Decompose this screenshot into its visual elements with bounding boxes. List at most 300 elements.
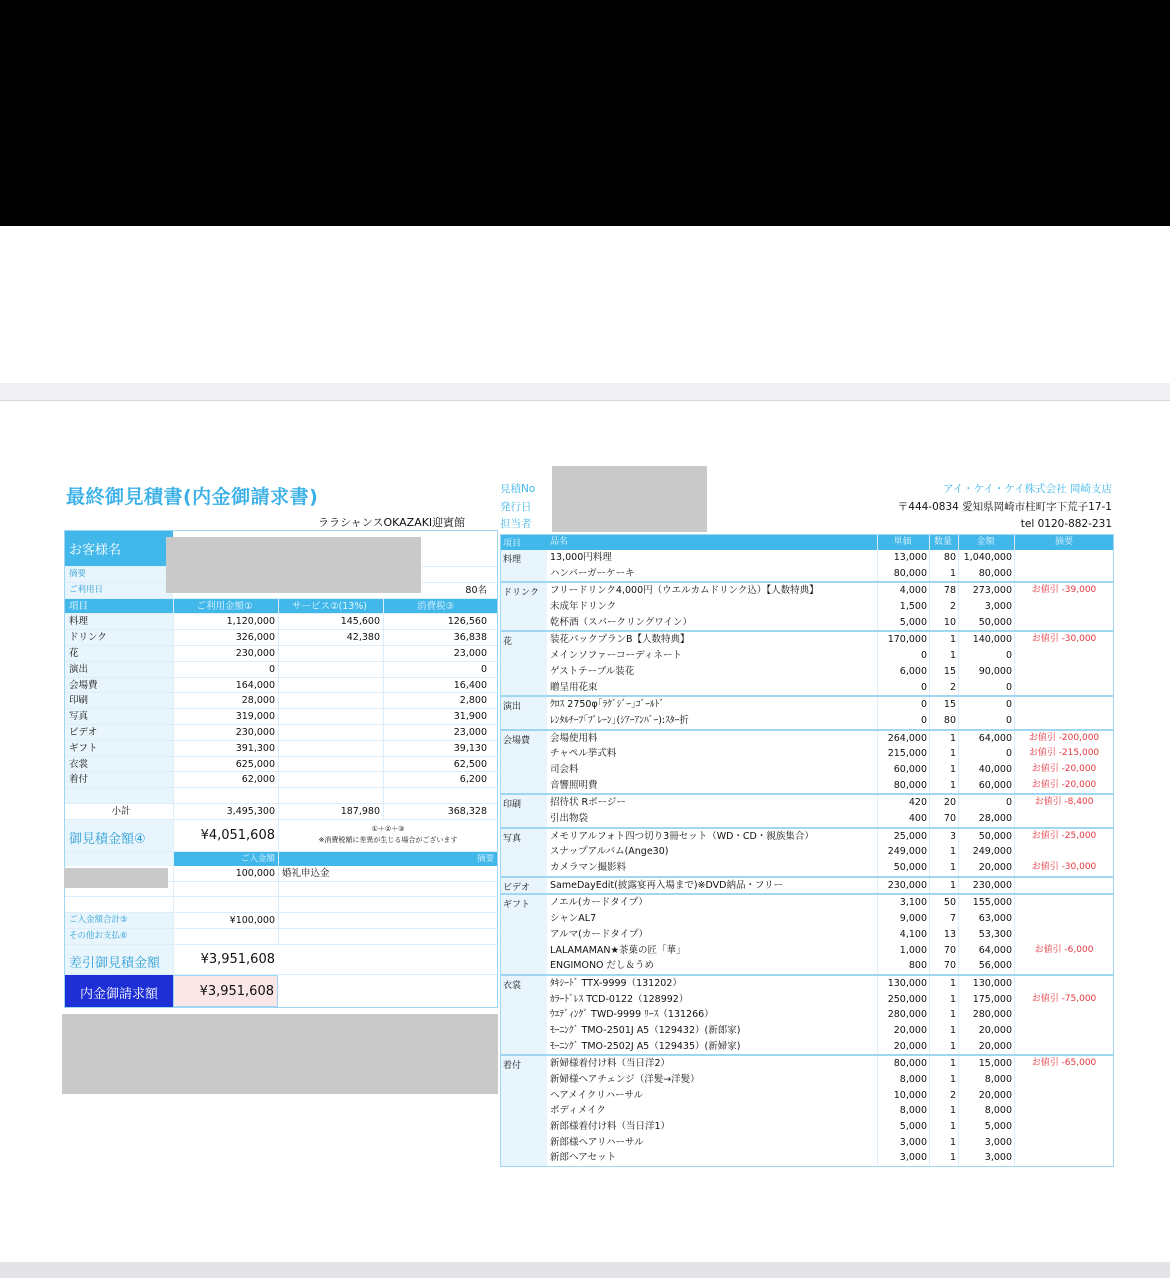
summary-amount: 391,300: [173, 741, 278, 756]
col-item: 項目: [65, 599, 173, 614]
detail-amount: 140,000: [958, 632, 1014, 648]
deposit-note: 婚礼申込金: [278, 866, 497, 881]
detail-item-name: LALAMAMAN★茶菓の匠「華」: [550, 944, 686, 956]
detail-quantity: 1: [929, 1023, 958, 1039]
detail-quantity: 13: [929, 927, 958, 943]
summary-amount: 230,000: [173, 646, 278, 661]
detail-item-name: 乾杯酒（スパークリングワイン）: [550, 616, 693, 628]
detail-group: [501, 583, 1113, 632]
redacted-estimate-meta: [552, 466, 707, 532]
detail-item-name: 13,000円料理: [550, 552, 612, 563]
detail-discount: お値引 -20,000: [1014, 762, 1113, 778]
summary-tax: 16,400: [383, 678, 497, 693]
detail-unit-price: 5,000: [877, 1119, 929, 1135]
other-payment-row: [65, 929, 497, 945]
top-black-bar: [0, 0, 1170, 226]
detail-unit-price: 0: [877, 713, 929, 729]
detail-unit-price: 0: [877, 648, 929, 664]
detail-unit-price: 249,000: [877, 844, 929, 860]
detail-quantity: 1: [929, 778, 958, 794]
detail-discount: お値引 -75,000: [1014, 992, 1113, 1008]
detail-unit-price: 4,100: [877, 927, 929, 943]
summary-row: [65, 709, 497, 725]
detail-amount: 0: [958, 648, 1014, 664]
summary-amount: 319,000: [173, 709, 278, 724]
detail-quantity: 1: [929, 731, 958, 747]
detail-item-name: ｶﾗｰﾄﾞﾚｽ TCD-0122（128992）: [550, 993, 689, 1005]
detail-amount: 0: [958, 680, 1014, 696]
detail-unit-price: 6,000: [877, 664, 929, 680]
summary-tax: 31,900: [383, 709, 497, 724]
detail-item-name: ﾓｰﾆﾝｸﾞ TMO-2501J A5（129432）(新郎家): [550, 1024, 741, 1036]
invoice-row: [65, 975, 497, 1007]
summary-amount: 0: [173, 662, 278, 677]
col-note: 摘要: [1014, 535, 1113, 550]
detail-amount: 0: [958, 746, 1014, 762]
summary-tax: 126,560: [383, 614, 497, 629]
summary-tax: 23,000: [383, 725, 497, 740]
detail-category: 演出: [501, 697, 547, 728]
detail-item-name: ENGIMONO だし＆うめ: [550, 960, 655, 972]
summary-tax: 36,838: [383, 630, 497, 645]
detail-quantity: 20: [929, 795, 958, 811]
detail-category: ギフト: [501, 895, 547, 973]
detail-row: [547, 746, 1113, 762]
summary-item: ドリンク: [65, 630, 173, 645]
detail-item-name: 引出物袋: [550, 813, 589, 824]
detail-quantity: 80: [929, 550, 958, 566]
detail-quantity: 10: [929, 615, 958, 631]
estimate-no-label: 見積No: [500, 483, 536, 495]
company-tel: tel 0120-882-231: [1020, 518, 1112, 530]
detail-amount: 0: [958, 713, 1014, 729]
detail-row: [547, 762, 1113, 778]
detail-category: 料理: [501, 550, 547, 581]
summary-service: 42,380: [278, 630, 383, 645]
detail-item-name: チャペル挙式料: [550, 748, 617, 760]
detail-discount: [1014, 1088, 1113, 1104]
detail-row: [547, 829, 1113, 845]
summary-amount: 1,120,000: [173, 614, 278, 629]
detail-discount: [1014, 1007, 1113, 1023]
detail-discount: [1014, 648, 1113, 664]
detail-row: [547, 976, 1113, 992]
detail-row: [547, 1135, 1113, 1151]
detail-amount: 63,000: [958, 911, 1014, 927]
guest-count: 80名: [465, 584, 487, 596]
detail-row: [547, 583, 1113, 599]
summary-tax: 62,500: [383, 757, 497, 772]
detail-unit-price: 4,000: [877, 583, 929, 599]
detail-quantity: 1: [929, 844, 958, 860]
detail-row: [547, 1103, 1113, 1119]
detail-discount: [1014, 927, 1113, 943]
detail-discount: お値引 -65,000: [1014, 1056, 1113, 1072]
detail-discount: お値引 -20,000: [1014, 778, 1113, 794]
summary-service: [278, 646, 383, 661]
summary-amount: 62,000: [173, 772, 278, 787]
detail-discount: [1014, 878, 1113, 894]
detail-unit-price: 3,100: [877, 895, 929, 911]
summary-amount: 164,000: [173, 678, 278, 693]
detail-discount: [1014, 1119, 1113, 1135]
deposit-header-row: [65, 852, 497, 866]
detail-unit-price: 80,000: [877, 566, 929, 582]
summary-table: [64, 530, 498, 1008]
detail-amount: 20,000: [958, 860, 1014, 876]
detail-row: [547, 599, 1113, 615]
detail-group: [501, 731, 1113, 796]
detail-row: [547, 778, 1113, 794]
detail-amount: 0: [958, 795, 1014, 811]
detail-amount: 53,300: [958, 927, 1014, 943]
empty-row: [65, 788, 497, 804]
detail-quantity: 1: [929, 992, 958, 1008]
summary-row: [65, 693, 497, 709]
detail-unit-price: 280,000: [877, 1007, 929, 1023]
subtotal-amount: 3,495,300: [173, 804, 278, 819]
detail-item-name: 新婦様着付け料（当日洋2）: [550, 1058, 671, 1070]
detail-item-name: 新婦様ヘアチェンジ（洋髪→洋髪）: [550, 1074, 700, 1085]
detail-item-name: ｳｴﾃﾞｨﾝｸﾞ TWD-9999 ﾘｰｽ（131266）: [550, 1009, 714, 1021]
balance-label: 差引御見積金額: [65, 945, 173, 974]
detail-row: [547, 648, 1113, 664]
detail-quantity: 1: [929, 1007, 958, 1023]
other-payment-label: その他お支払⑥: [65, 929, 173, 944]
detail-discount: [1014, 976, 1113, 992]
detail-amount: 20,000: [958, 1023, 1014, 1039]
detail-row: [547, 731, 1113, 747]
detail-discount: お値引 -30,000: [1014, 860, 1113, 876]
detail-item-name: 司会料: [550, 763, 579, 775]
summary-amount: 230,000: [173, 725, 278, 740]
detail-group: [501, 795, 1113, 828]
summary-row: [65, 662, 497, 678]
detail-item-name: ハンバーガーケーキ: [550, 567, 635, 579]
summary-row: [65, 630, 497, 646]
detail-amount: 90,000: [958, 664, 1014, 680]
detail-amount: 20,000: [958, 1088, 1014, 1104]
detail-row: [547, 632, 1113, 648]
col-category: 項目: [501, 535, 547, 550]
col-deposit-amount: ご入金額: [173, 852, 278, 866]
summary-amount: 28,000: [173, 693, 278, 708]
detail-unit-price: 13,000: [877, 550, 929, 566]
detail-unit-price: 8,000: [877, 1072, 929, 1088]
summary-service: [278, 678, 383, 693]
detail-group: [501, 829, 1113, 878]
col-deposit-note: 摘要: [278, 852, 497, 866]
detail-amount: 64,000: [958, 943, 1014, 959]
detail-discount: お値引 -215,000: [1014, 746, 1113, 762]
summary-service: [278, 757, 383, 772]
detail-item-name: ﾓｰﾆﾝｸﾞ TMO-2502J A5（129435）(新婦家): [550, 1040, 741, 1052]
detail-unit-price: 3,000: [877, 1150, 929, 1166]
detail-amount: 8,000: [958, 1072, 1014, 1088]
detail-amount: 64,000: [958, 731, 1014, 747]
detail-group: [501, 697, 1113, 730]
detail-row: [547, 550, 1113, 566]
deposit-sum-label: ご入金額合計⑤: [65, 913, 173, 928]
detail-discount: [1014, 1135, 1113, 1151]
detail-unit-price: 230,000: [877, 878, 929, 894]
invoice-value: ¥3,951,608: [173, 975, 278, 1007]
detail-row: [547, 1072, 1113, 1088]
detail-category: 衣裳: [501, 976, 547, 1054]
detail-discount: [1014, 1039, 1113, 1055]
detail-category: 着付: [501, 1056, 547, 1166]
detail-quantity: 1: [929, 632, 958, 648]
detail-amount: 50,000: [958, 615, 1014, 631]
summary-row: [65, 646, 497, 662]
detail-amount: 175,000: [958, 992, 1014, 1008]
estimate-total-note: [278, 820, 497, 851]
col-amount: ご利用金額①: [173, 599, 278, 614]
company-block: [898, 481, 1112, 534]
detail-unit-price: 3,000: [877, 1135, 929, 1151]
summary-amount: 625,000: [173, 757, 278, 772]
summary-tax: 0: [383, 662, 497, 677]
detail-quantity: 70: [929, 958, 958, 974]
detail-row: [547, 860, 1113, 876]
summary-service: [278, 693, 383, 708]
detail-amount: 40,000: [958, 762, 1014, 778]
detail-quantity: 1: [929, 746, 958, 762]
detail-discount: [1014, 1103, 1113, 1119]
redacted-deposit-date: [64, 868, 168, 888]
detail-quantity: 1: [929, 1056, 958, 1072]
detail-category: 花: [501, 632, 547, 695]
detail-row: [547, 958, 1113, 974]
detail-row: [547, 895, 1113, 911]
detail-discount: [1014, 697, 1113, 713]
col-name: 品名: [550, 537, 569, 547]
detail-row: [547, 1088, 1113, 1104]
redacted-footer-block: [62, 1014, 498, 1094]
detail-amount: 280,000: [958, 1007, 1014, 1023]
detail-row: [547, 1056, 1113, 1072]
detail-row: [547, 878, 1113, 894]
detail-unit-price: 800: [877, 958, 929, 974]
detail-item-name: アルマ(カードタイプ）: [550, 928, 648, 940]
detail-amount: 28,000: [958, 811, 1014, 827]
detail-quantity: 1: [929, 1039, 958, 1055]
detail-quantity: 1: [929, 1119, 958, 1135]
detail-discount: お値引 -39,000: [1014, 583, 1113, 599]
detail-quantity: 80: [929, 713, 958, 729]
summary-item: ビデオ: [65, 725, 173, 740]
summary-item: ギフト: [65, 741, 173, 756]
detail-discount: [1014, 680, 1113, 696]
detail-unit-price: 10,000: [877, 1088, 929, 1104]
detail-header-row: [501, 535, 1113, 550]
issue-date-label: 発行日: [500, 500, 532, 513]
summary-tax: 39,130: [383, 741, 497, 756]
detail-quantity: 1: [929, 648, 958, 664]
detail-item-name: 装花パックプランB【人数特典】: [550, 634, 690, 646]
footer-band: [0, 1262, 1170, 1278]
detail-quantity: 2: [929, 680, 958, 696]
detail-row: [547, 811, 1113, 827]
detail-discount: [1014, 1072, 1113, 1088]
summary-service: [278, 772, 383, 787]
estimate-total-row: [65, 820, 497, 852]
detail-category: ビデオ: [501, 878, 547, 894]
detail-discount: お値引 -25,000: [1014, 829, 1113, 845]
summary-item: 写真: [65, 709, 173, 724]
detail-quantity: 7: [929, 911, 958, 927]
detail-unit-price: 8,000: [877, 1103, 929, 1119]
detail-group: [501, 550, 1113, 583]
detail-item-name: SameDayEdit(披露宴再入場まで)※DVD納品・フリー: [550, 879, 784, 891]
detail-discount: [1014, 1150, 1113, 1166]
detail-row: [547, 943, 1113, 959]
detail-quantity: 1: [929, 1072, 958, 1088]
detail-discount: [1014, 811, 1113, 827]
detail-quantity: 2: [929, 599, 958, 615]
detail-item-name: ボディメイク: [550, 1105, 606, 1117]
detail-amount: 3,000: [958, 1135, 1014, 1151]
detail-amount: 249,000: [958, 844, 1014, 860]
detail-row: [547, 680, 1113, 696]
detail-group: [501, 632, 1113, 697]
detail-discount: お値引 -8,400: [1014, 795, 1113, 811]
detail-item-name: フリードリンク4,000円（ウエルカムドリンク込）【人数特典】: [550, 585, 819, 597]
detail-item-name: ゲストテーブル装花: [550, 665, 635, 677]
detail-amount: 50,000: [958, 829, 1014, 845]
company-name: アイ・ケイ・ケイ株式会社 岡崎支店: [943, 483, 1112, 495]
detail-unit-price: 170,000: [877, 632, 929, 648]
detail-category: 印刷: [501, 795, 547, 826]
detail-quantity: 1: [929, 976, 958, 992]
detail-unit-price: 1,000: [877, 943, 929, 959]
detail-unit-price: 50,000: [877, 860, 929, 876]
detail-row: [547, 1023, 1113, 1039]
empty-row: [65, 897, 497, 913]
summary-row: [65, 757, 497, 773]
detail-item-name: 音響照明費: [550, 779, 598, 791]
detail-discount: [1014, 566, 1113, 582]
subtotal-tax: 368,328: [383, 804, 497, 819]
subtotal-label: 小計: [65, 804, 173, 819]
detail-row: [547, 566, 1113, 582]
summary-service: [278, 725, 383, 740]
detail-quantity: 1: [929, 878, 958, 894]
summary-service: 145,600: [278, 614, 383, 629]
summary-tax: 6,200: [383, 772, 497, 787]
detail-item-name: ヘアメイクリハーサル: [550, 1089, 644, 1101]
detail-quantity: 3: [929, 829, 958, 845]
detail-group: [501, 976, 1113, 1056]
detail-amount: 3,000: [958, 599, 1014, 615]
invoice-label: 内金御請求額: [65, 975, 173, 1007]
summary-item: 花: [65, 646, 173, 661]
detail-row: [547, 1007, 1113, 1023]
col-deposit-date: ご入金日: [65, 852, 173, 866]
detail-row: [547, 1150, 1113, 1166]
detail-quantity: 1: [929, 1150, 958, 1166]
summary-item: 会場費: [65, 678, 173, 693]
detail-item-name: ﾀｷｼｰﾄﾞ TTX-9999（131202）: [550, 977, 682, 989]
summary-row: [65, 741, 497, 757]
detail-item-name: 会場使用料: [550, 732, 598, 744]
summary-tax: 2,800: [383, 693, 497, 708]
balance-value: ¥3,951,608: [173, 945, 278, 974]
summary-row: [65, 678, 497, 694]
deposit-sum-row: [65, 913, 497, 929]
subtotal-service: 187,980: [278, 804, 383, 819]
staff-label: 担当者: [500, 518, 532, 530]
summary-label: 摘要: [65, 567, 173, 582]
detail-amount: 130,000: [958, 976, 1014, 992]
deposit-amount: 100,000: [173, 866, 278, 881]
detail-unit-price: 0: [877, 680, 929, 696]
detail-amount: 20,000: [958, 1039, 1014, 1055]
detail-discount: [1014, 958, 1113, 974]
document-title: 最終御見積書(内金御請求書): [66, 486, 319, 508]
detail-group: [501, 878, 1113, 896]
col-amount: 金額: [958, 535, 1014, 550]
col-tax: 消費税③: [383, 599, 497, 614]
summary-item: 演出: [65, 662, 173, 677]
detail-row: [547, 844, 1113, 860]
detail-unit-price: 1,500: [877, 599, 929, 615]
summary-service: [278, 741, 383, 756]
estimate-total-label: 御見積金額④: [65, 820, 173, 851]
detail-unit-price: 264,000: [877, 731, 929, 747]
summary-service: [278, 709, 383, 724]
col-unit-price: 単価: [877, 535, 929, 550]
detail-row: [547, 927, 1113, 943]
summary-tax: 23,000: [383, 646, 497, 661]
detail-category: ドリンク: [501, 583, 547, 630]
estimate-total-value: ¥4,051,608: [173, 820, 278, 851]
detail-discount: [1014, 550, 1113, 566]
detail-item-name: シャンAL7: [550, 913, 597, 925]
detail-unit-price: 400: [877, 811, 929, 827]
detail-amount: 0: [958, 697, 1014, 713]
detail-discount: [1014, 664, 1113, 680]
deposit-sum-value: ¥100,000: [173, 913, 278, 928]
detail-amount: 15,000: [958, 1056, 1014, 1072]
redacted-customer-name: [166, 537, 421, 593]
detail-discount: [1014, 599, 1113, 615]
detail-item-name: 新郎様ヘアリハーサル: [550, 1136, 644, 1148]
summary-item: 料理: [65, 614, 173, 629]
detail-row: [547, 992, 1113, 1008]
summary-amount: 326,000: [173, 630, 278, 645]
customer-name-label: お客様名: [65, 531, 173, 566]
summary-row: [65, 772, 497, 788]
detail-unit-price: 0: [877, 697, 929, 713]
detail-quantity: 70: [929, 811, 958, 827]
detail-discount: お値引 -6,000: [1014, 943, 1113, 959]
detail-unit-price: 420: [877, 795, 929, 811]
detail-discount: [1014, 1023, 1113, 1039]
detail-quantity: 78: [929, 583, 958, 599]
detail-amount: 5,000: [958, 1119, 1014, 1135]
detail-unit-price: 215,000: [877, 746, 929, 762]
detail-row: [547, 615, 1113, 631]
detail-quantity: 1: [929, 762, 958, 778]
detail-amount: 273,000: [958, 583, 1014, 599]
detail-quantity: 15: [929, 664, 958, 680]
summary-row: [65, 614, 497, 630]
detail-row: [547, 713, 1113, 729]
detail-item-name: メインソファーコーディネート: [550, 650, 682, 662]
detail-amount: 230,000: [958, 878, 1014, 894]
balance-row: [65, 945, 497, 975]
